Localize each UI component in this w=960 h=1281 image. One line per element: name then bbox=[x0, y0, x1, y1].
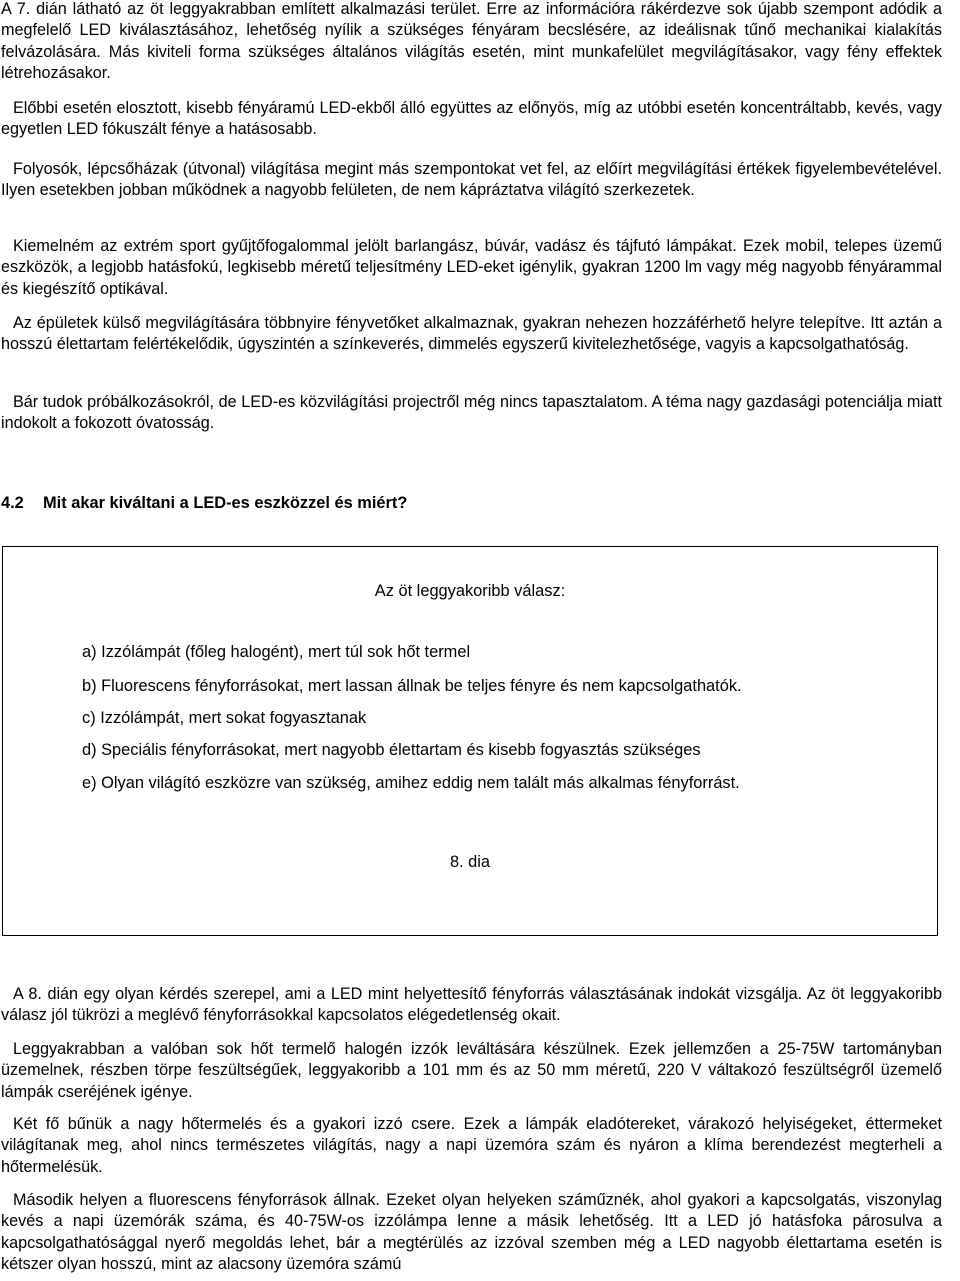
answer-item: b) Fluorescens fényforrásokat, mert lassan állnak be teljes fényre és nem kapcsolgathatók. bbox=[82, 677, 742, 695]
paragraph-corridor-lighting: Folyosók, lépcsőházak (útvonal) világítása megint más szempontokat vet fel, az előírt megvilágítási értékek figyelembevételével. Ilyen esetekben jobban működnek a nagyobb felületen, de nem kápráztatva világító szerkezetek. bbox=[1, 160, 942, 200]
slide-number: 8. dia bbox=[449, 853, 491, 871]
section-number: 4.2 bbox=[1, 494, 24, 512]
paragraph-extreme-sport-lamps: Kiemelném az extrém sport gyűjtőfogalommal jelölt barlangász, búvár, vadász és tájfutó lámpákat. Ezek mobil, telepes üzemű eszközök, a legjobb hatásfokú, legkisebb méretű teljesítmény LED-eket igénylik, gyakran 1200 lm vagy még nagyobb fényárammal és kiegészítő optikával. bbox=[1, 237, 942, 298]
paragraph-street-lighting: Bár tudok próbálkozásokról, de LED-es közvilágítási projectről még nincs tapasztalatom. A téma nagy gazdasági potenciálja miatt indokolt a fokozott óvatosság. bbox=[1, 393, 942, 433]
slide-frame bbox=[2, 546, 938, 936]
slide-title: Az öt leggyakoribb válasz: bbox=[374, 582, 566, 600]
answer-item: d) Speciális fényforrásokat, mert nagyobb élettartam és kisebb fogyasztás szükséges bbox=[82, 741, 701, 759]
section-heading bbox=[1, 492, 407, 514]
paragraph-slide8-summary: A 8. dián egy olyan kérdés szerepel, ami a LED mint helyettesítő fényforrás választásának indokát vizsgálja. Az öt leggyakoribb válasz jól tükrözi a meglévő fényforrásokkal kapcsolatos elégedetlenség okait. bbox=[1, 985, 942, 1025]
paragraph-applications: A 7. dián látható az öt leggyakrabban említett alkalmazási terület. Erre az információra rákérdezve sok újabb szempont adódik a megfelelő LED kiválasztásához, lehetőség nyílik a szükséges fényáram becslésére, az ideálisnak tűnő mechanikai kialakítás felvázolására. Más kiviteli forma szükséges általános világítás esetén, mint munkafelület megvilágításakor, vagy fény effektek létrehozásakor. bbox=[1, 0, 942, 83]
paragraph-exterior-floodlights: Az épületek külső megvilágítására többnyire fényvetőket alkalmaznak, gyakran nehezen hozzáférhető helyre telepítve. Itt aztán a hosszú élettartam felértékelődik, úgyszintén a színkeverés, dimmelés egyszerű kivitelezhetősége, vagyis a kapcsolgathatóság. bbox=[1, 314, 942, 354]
answer-item: a) Izzólámpát (főleg halogént), mert túl sok hőt termel bbox=[82, 643, 471, 661]
section-title: Mit akar kiváltani a LED-es eszközzel és miért? bbox=[43, 494, 408, 512]
paragraph-fluorescent: Második helyen a fluorescens fényforrások állnak. Ezeket olyan helyeken száműznék, ahol gyakori a kapcsolgatás, viszonylag kevés a napi üzemórák száma, és 40-75W-os izzólámpa lenne a másik lehetőség. Itt a LED jó hatásfoka párosulva a kapcsolgathatósággal nyerő megoldás lehet, bár a megtérülés az izzóval szemben még a LED nagyobb élettartama esetén is kétszer olyan hosszú, mint az alacsony üzemóra számú bbox=[1, 1191, 942, 1274]
paragraph-heat-and-replacement: Két fő bűnük a nagy hőtermelés és a gyakori izzó csere. Ezek a lámpák eladótereket, várakozó helyiségeket, éttermeket világítanak meg, ahol nincs természetes világítás, nagy a napi üzemóra szám és nyáron a klíma berendezést megterheli a hőtermelésük. bbox=[1, 1115, 942, 1176]
paragraph-distributed-vs-focused: Előbbi esetén elosztott, kisebb fényáramú LED-ekből álló együttes az előnyös, míg az utóbbi esetén koncentráltabb, kevés, vagy egyetlen LED fókuszált fénye a hatásosabb. bbox=[1, 99, 942, 139]
paragraph-halogen-replacement: Leggyakrabban a valóban sok hőt termelő halogén izzók leváltására készülnek. Ezek jellemzően a 25-75W tartományban üzemelnek, részben törpe feszültségűek, leggyakoribb a 101 mm és az 50 mm méretű, 220 V váltakozó feszültségről üzemelő lámpák cseréjének igénye. bbox=[1, 1040, 942, 1101]
answer-item: c) Izzólámpát, mert sokat fogyasztanak bbox=[82, 709, 367, 727]
answer-item: e) Olyan világító eszközre van szükség, amihez eddig nem talált más alkalmas fényforrást. bbox=[82, 774, 740, 792]
